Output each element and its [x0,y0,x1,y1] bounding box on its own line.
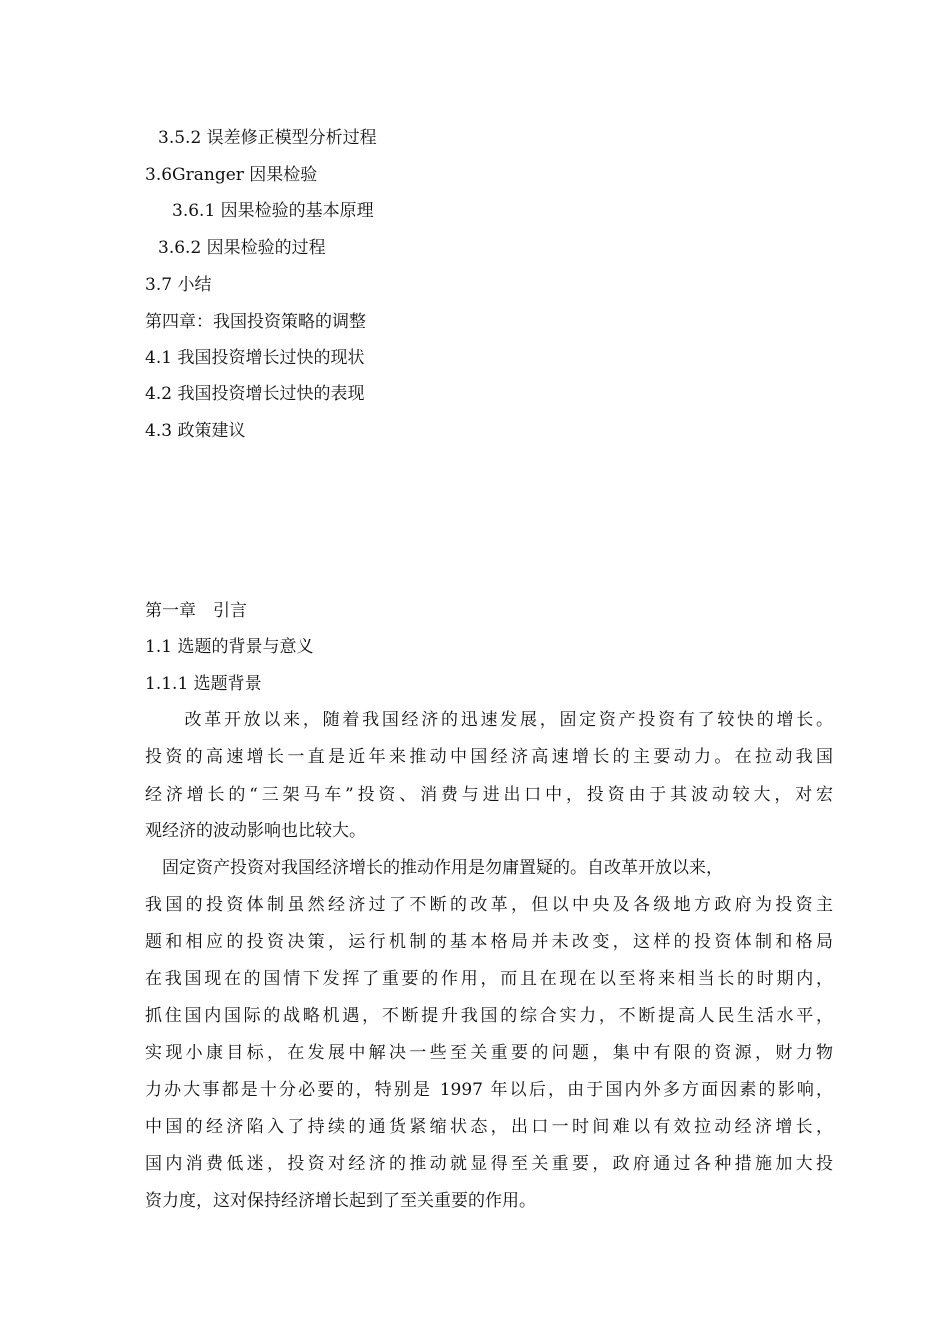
paragraph-1-line: 观经济的波动影响也比较大。 [145,821,366,841]
toc-item-3-6: 3.6Granger 因果检验 [145,165,318,185]
paragraph-1-line: 经济增长的“三架马车”投资、消费与进出口中，投资由于其波动较大，对宏 [145,785,833,805]
paragraph-2-line: 在我国现在的国情下发挥了重要的作用，而且在现在以至将来相当长的时期内， [145,969,833,989]
toc-item-3-6-2: 3.6.2 因果检验的过程 [158,238,326,258]
paragraph-2-line: 实现小康目标，在发展中解决一些至关重要的问题，集中有限的资源，财力物 [145,1043,833,1063]
paragraph-2-line: 抓住国内国际的战略机遇，不断提升我国的综合实力，不断提高人民生活水平， [145,1006,833,1026]
toc-item-4-2: 4.2 我国投资增长过快的表现 [145,384,365,404]
paragraph-2-line: 题和相应的投资决策，运行机制的基本格局并未改变，这样的投资体制和格局 [145,932,833,952]
paragraph-2-line: 国内消费低迷，投资对经济的推动就显得至关重要，政府通过各种措施加大投 [145,1154,833,1174]
paragraph-2-line: 固定资产投资对我国经济增长的推动作用是勿庸置疑的。自改革开放以来， [145,858,723,878]
paragraph-2-line: 力办大事都是十分必要的，特别是 1997 年以后，由于国内外多方面因素的影响， [145,1080,833,1100]
paragraph-2-line: 中国的经济陷入了持续的通货紧缩状态，出口一时间难以有效拉动经济增长， [145,1117,833,1137]
toc-item-3-5-2: 3.5.2 误差修正模型分析过程 [158,128,377,148]
paragraph-1-line: 投资的高速增长一直是近年来推动中国经济高速增长的主要动力。在拉动我国 [145,747,833,767]
toc-item-4-1: 4.1 我国投资增长过快的现状 [145,348,365,368]
subsection-title: 1.1.1 选题背景 [145,674,262,694]
section-title: 1.1 选题的背景与意义 [145,637,314,657]
chapter-title: 第一章 引言 [145,601,247,621]
toc-item-3-7: 3.7 小结 [145,275,212,295]
paragraph-1-line: 改革开放以来，随着我国经济的迅速发展，固定资产投资有了较快的增长。 [145,710,833,730]
paragraph-2-line: 我国的投资体制虽然经济过了不断的改革，但以中央及各级地方政府为投资主 [145,895,833,915]
toc-item-4-3: 4.3 政策建议 [145,421,246,441]
toc-item-chapter-4: 第四章：我国投资策略的调整 [145,312,366,332]
toc-item-3-6-1: 3.6.1 因果检验的基本原理 [172,201,374,221]
paragraph-2-line: 资力度，这对保持经济增长起到了至关重要的作用。 [145,1191,536,1211]
